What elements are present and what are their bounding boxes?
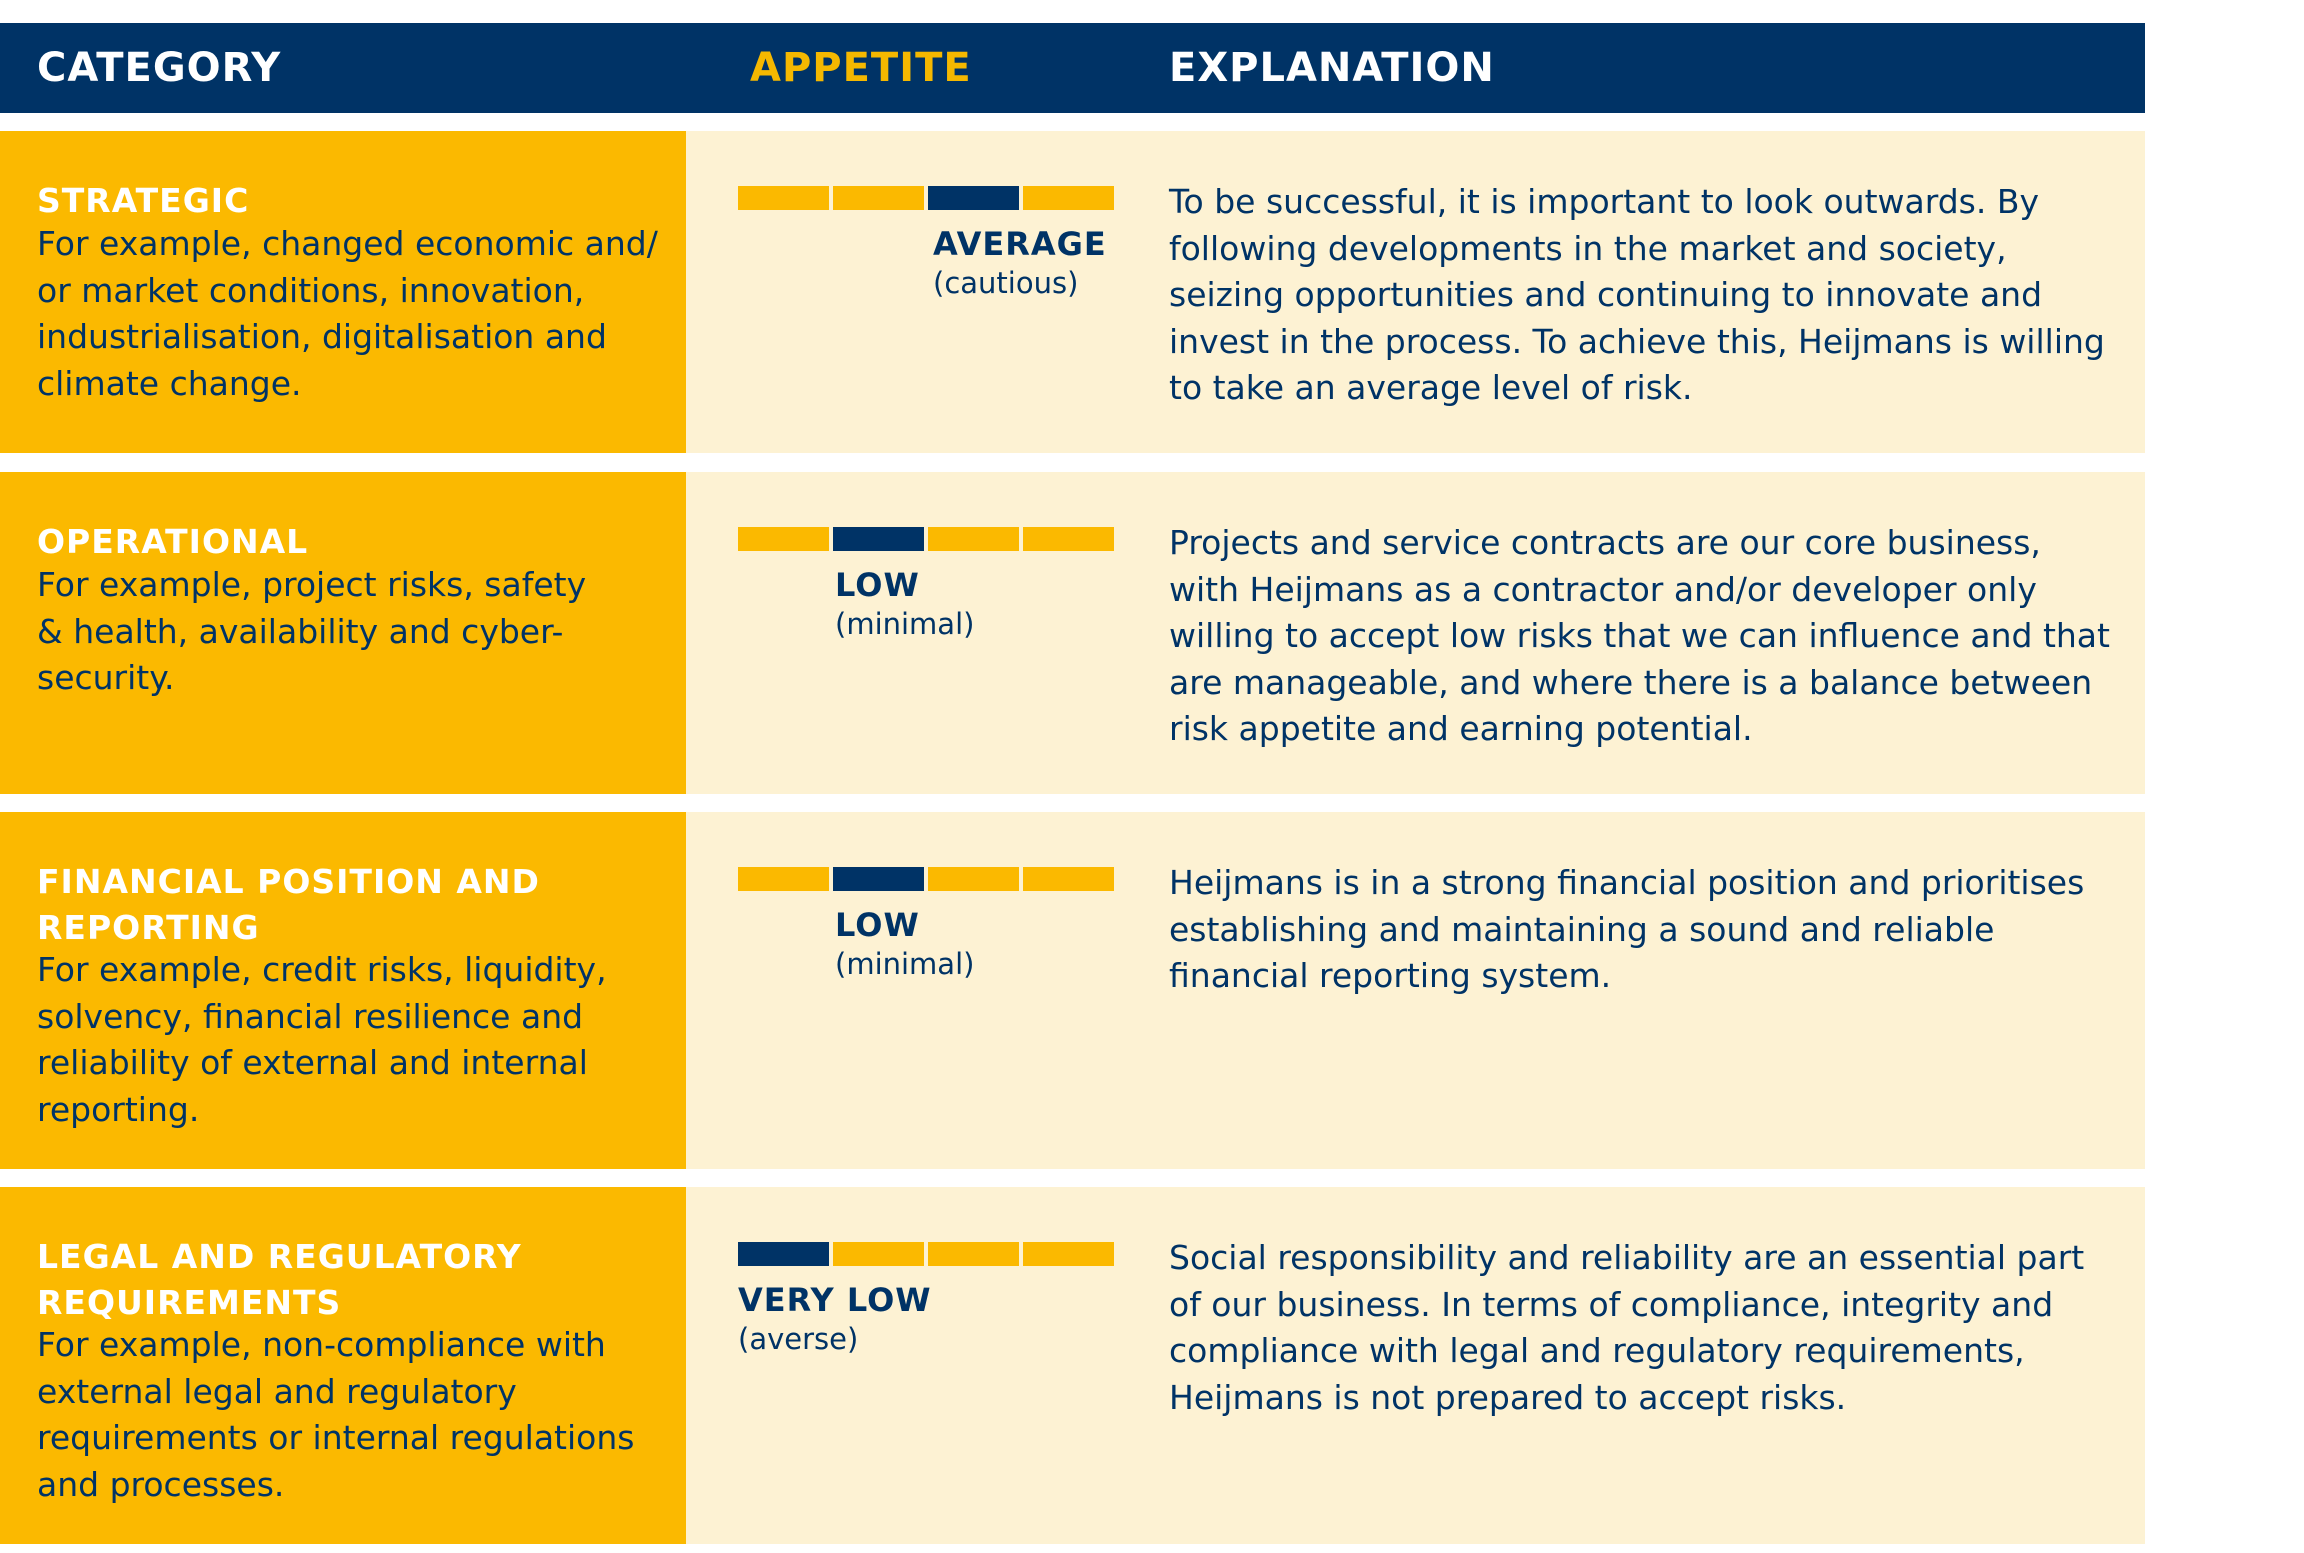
appetite-scale-segment [738, 186, 829, 210]
appetite-qualifier: (minimal) [835, 607, 975, 641]
appetite-scale-segment [1023, 1242, 1114, 1266]
category-description: For example, credit risks, liquidity, solvency, financial resilience and reliability of external and internal reporting. [37, 950, 607, 1129]
category-title: LEGAL AND REGULATORY REQUIREMENTS [37, 1237, 522, 1322]
table-header [0, 23, 2145, 113]
category-cell [0, 1187, 686, 1544]
appetite-scale-segment [1023, 867, 1114, 891]
appetite-level-label: LOW [835, 566, 920, 604]
explanation-text: To be successful, it is important to look outwards. By following developments in the market and society, seizing opportunities and continuing to innovate and invest in the process. To achieve this, Heijmans is willing to take an average level of risk. [1169, 182, 2105, 407]
table-row-operational [0, 472, 2145, 794]
appetite-scale-segment [833, 867, 924, 891]
appetite-qualifier: (minimal) [835, 947, 975, 981]
header-appetite: APPETITE [750, 45, 972, 91]
appetite-scale [738, 1242, 1114, 1266]
appetite-scale-segment [833, 1242, 924, 1266]
appetite-scale [738, 867, 1114, 891]
appetite-scale-segment [928, 1242, 1019, 1266]
appetite-scale-segment [738, 1242, 829, 1266]
category-cell [0, 131, 686, 453]
appetite-scale [738, 186, 1114, 210]
appetite-scale-segment [928, 186, 1019, 210]
explanation-text: Social responsibility and reliability are an essential part of our business. In terms of compliance, integrity and compliance with legal and regulatory requirements, Heijmans is not prepared to accept risks. [1169, 1238, 2085, 1417]
category-description: For example, changed economic and/ or market conditions, innovation, industrialisation, digitalisation and climate change. [37, 224, 658, 403]
appetite-level-label: AVERAGE [933, 225, 1107, 263]
appetite-scale-segment [928, 867, 1019, 891]
header-category: CATEGORY [37, 45, 282, 91]
appetite-level-label: LOW [835, 906, 920, 944]
appetite-qualifier: (averse) [738, 1322, 859, 1356]
appetite-level-label: VERY LOW [738, 1281, 932, 1319]
category-cell [0, 812, 686, 1169]
header-explanation: EXPLANATION [1169, 45, 1495, 91]
category-title: FINANCIAL POSITION AND REPORTING [37, 862, 540, 947]
table-row-financial [0, 812, 2145, 1169]
appetite-scale-segment [833, 186, 924, 210]
category-title: STRATEGIC [37, 181, 250, 220]
category-description: For example, project risks, safety & health, availability and cyber-security. [37, 565, 587, 697]
table-row-legal [0, 1187, 2145, 1544]
category-cell [0, 472, 686, 794]
table-row-strategic [0, 131, 2145, 453]
explanation-text: Heijmans is in a strong financial position and prioritises establishing and maintaining a sound and reliable financial reporting system. [1169, 863, 2085, 995]
appetite-scale-segment [1023, 186, 1114, 210]
explanation-text: Projects and service contracts are our core business, with Heijmans as a contractor and/or developer only willing to accept low risks that we can influence and that are manageable, and where there is a balance between risk appetite and earning potential. [1169, 523, 2110, 748]
appetite-scale-segment [1023, 527, 1114, 551]
appetite-scale-segment [833, 527, 924, 551]
appetite-scale-segment [738, 867, 829, 891]
appetite-qualifier: (cautious) [933, 266, 1079, 300]
appetite-scale-segment [738, 527, 829, 551]
appetite-scale [738, 527, 1114, 551]
category-title: OPERATIONAL [37, 522, 309, 561]
appetite-scale-segment [928, 527, 1019, 551]
category-description: For example, non-compliance with external legal and regulatory requirements or internal regulations and processes. [37, 1325, 635, 1504]
